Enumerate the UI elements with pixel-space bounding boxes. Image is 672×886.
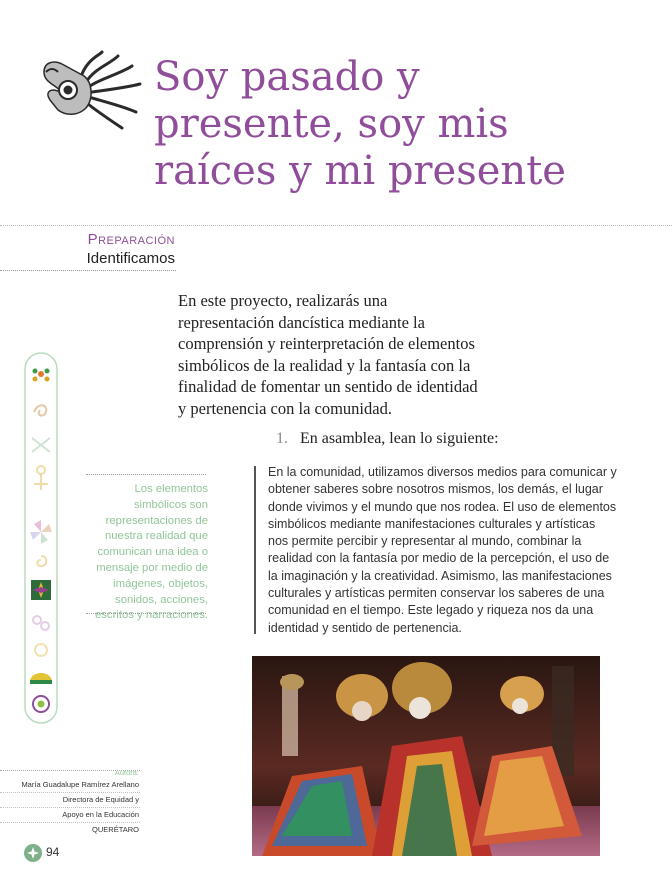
flower-icon <box>33 369 50 382</box>
author-state: QUERÉTARO <box>92 825 139 834</box>
spiral-icon <box>37 556 46 566</box>
feathered-serpent-head-icon <box>40 50 150 130</box>
target-icon <box>33 696 49 712</box>
section-label: Preparación <box>87 231 175 248</box>
note-divider-top <box>86 474 206 475</box>
chain-icon <box>33 616 49 630</box>
compass-star-icon <box>31 580 51 600</box>
page-badge-icon <box>24 844 42 862</box>
title-line-1: Soy pasado y <box>154 54 420 100</box>
author-role-line-2: Apoyo en la Educación <box>62 810 139 819</box>
author-divider <box>0 770 140 771</box>
author-line-divider <box>0 822 140 823</box>
author-line-divider <box>0 807 140 808</box>
author-name: María Guadalupe Ramírez Arellano <box>21 780 139 789</box>
reading-paragraph: En la comunidad, utilizamos diversos medios para comunicar y obtener saberes sobre nosotros mismos, los demás, el lugar donde vivimos y el mundo que nos rodea. El uso de elementos simbólicos mediante manifestaciones culturales y artísticas nos permite percibir y representar al mundo, combinar la realidad con la fantasía por medio de la percepción, el uso de la imaginación y la creatividad. Asimismo, las manifestaciones culturales y artísticas permiten conservar los saberes de una comunidad en el tiempo. Este legado y riqueza nos da una identidad y sentido de pertenencia. <box>268 465 617 635</box>
instruction-text: En asamblea, lean lo siguiente: <box>300 430 499 447</box>
pinwheel-icon <box>30 520 52 544</box>
reading-quote-bar <box>254 466 256 634</box>
author-line-divider <box>0 792 140 793</box>
instruction-number: 1. <box>276 430 288 447</box>
author-label: Autora: <box>114 768 139 777</box>
instruction-item <box>276 430 499 448</box>
cross-pattern-icon <box>32 438 50 452</box>
title-line-2: presente, soy mis <box>154 101 509 147</box>
author-role-line-1: Directora de Equidad y <box>62 795 139 804</box>
intro-paragraph: En este proyecto, realizarás una representación dancística mediante la comprensión y reinterpretación de elementos simbólicos de la realidad y la fantasía con la finalidad de fomentar un sentido de identidad y pertenencia con la comunidad. <box>178 291 478 418</box>
sun-icon <box>35 644 47 656</box>
swirl-icon <box>34 405 46 415</box>
hat-icon <box>30 673 52 684</box>
page-number: 94 <box>46 845 60 859</box>
project-stage-icon-rail <box>24 352 58 724</box>
section-divider <box>0 270 176 271</box>
figure-icon <box>34 466 48 490</box>
folk-dance-photo <box>252 656 600 856</box>
title-divider <box>0 225 672 226</box>
note-divider-bottom <box>86 613 206 614</box>
page-title <box>154 54 654 195</box>
section-sublabel: Identificamos <box>86 250 175 267</box>
title-line-3: raíces y mi presente <box>154 148 566 194</box>
side-note: Los elementos simbólicos son representaciones de nuestra realidad que comunican una idea o mensaje por medio de imágenes, objetos, sonidos, acciones, escritos y narraciones. <box>94 483 208 622</box>
